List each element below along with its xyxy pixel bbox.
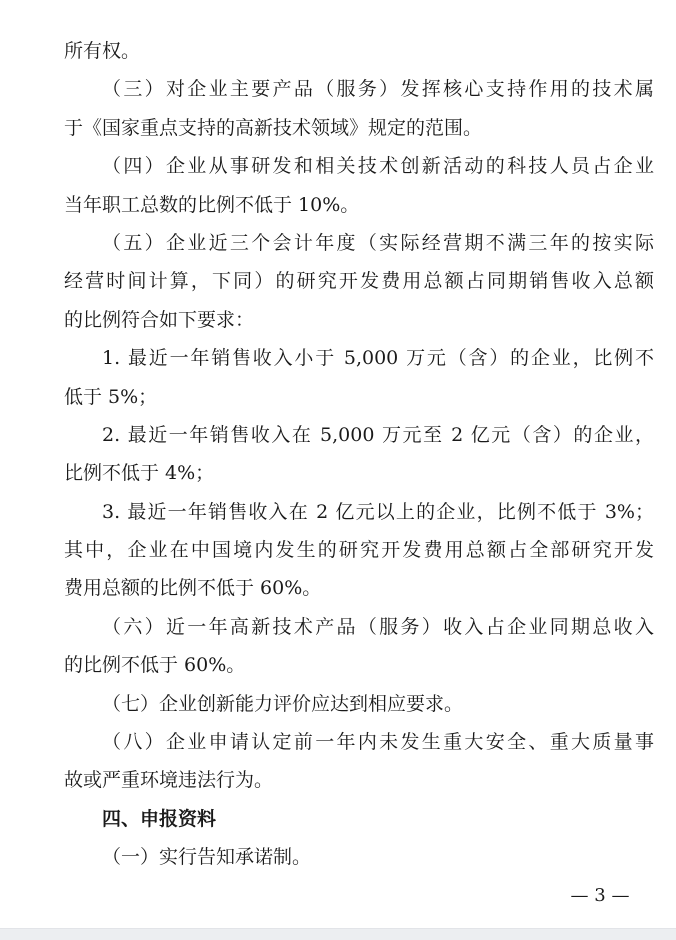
text-line: （一）实行告知承诺制。 (102, 846, 312, 869)
text-line: 比例不低于 4%； (64, 462, 215, 485)
text-line: 3. 最近一年销售收入在 2 亿元以上的企业，比例不低于 3%； (102, 500, 654, 523)
text-line: （四）企业从事研发和相关技术创新活动的科技人员占企业 (102, 155, 654, 178)
text-line: 其中，企业在中国境内发生的研究开发费用总额占全部研究开发 (64, 539, 654, 562)
document-body (64, 32, 654, 877)
text-line: （七）企业创新能力评价应达到相应要求。 (102, 692, 464, 715)
text-line: 经营时间计算，下同）的研究开发费用总额占同期销售收入总额 (64, 270, 654, 293)
text-line: 所有权。 (64, 40, 141, 62)
text-line: 于《国家重点支持的高新技术领域》规定的范围。 (64, 116, 483, 139)
text-line: 当年职工总数的比例不低于 10%。 (64, 193, 360, 216)
text-line: 2. 最近一年销售收入在 5,000 万元至 2 亿元（含）的企业， (102, 423, 654, 446)
text-line: （六）近一年高新技术产品（服务）收入占企业同期总收入 (102, 615, 654, 638)
text-line: （八）企业申请认定前一年内未发生重大安全、重大质量事 (102, 731, 654, 754)
text-line: （三）对企业主要产品（服务）发挥核心支持作用的技术属 (102, 78, 654, 101)
text-line: 故或严重环境违法行为。 (64, 769, 274, 792)
page-number: — 3 — (570, 885, 630, 906)
text-line: 的比例符合如下要求： (64, 308, 255, 331)
text-line: 1. 最近一年销售收入小于 5,000 万元（含）的企业，比例不 (102, 347, 654, 370)
viewer-bottom-bar (0, 928, 676, 940)
text-line: 低于 5%； (64, 385, 158, 408)
section-heading: 四、申报资料 (102, 807, 217, 830)
text-line: 费用总额的比例不低于 60%。 (64, 577, 322, 600)
text-line: 的比例不低于 60%。 (64, 654, 246, 677)
text-line: （五）企业近三个会计年度（实际经营期不满三年的按实际 (102, 231, 654, 254)
